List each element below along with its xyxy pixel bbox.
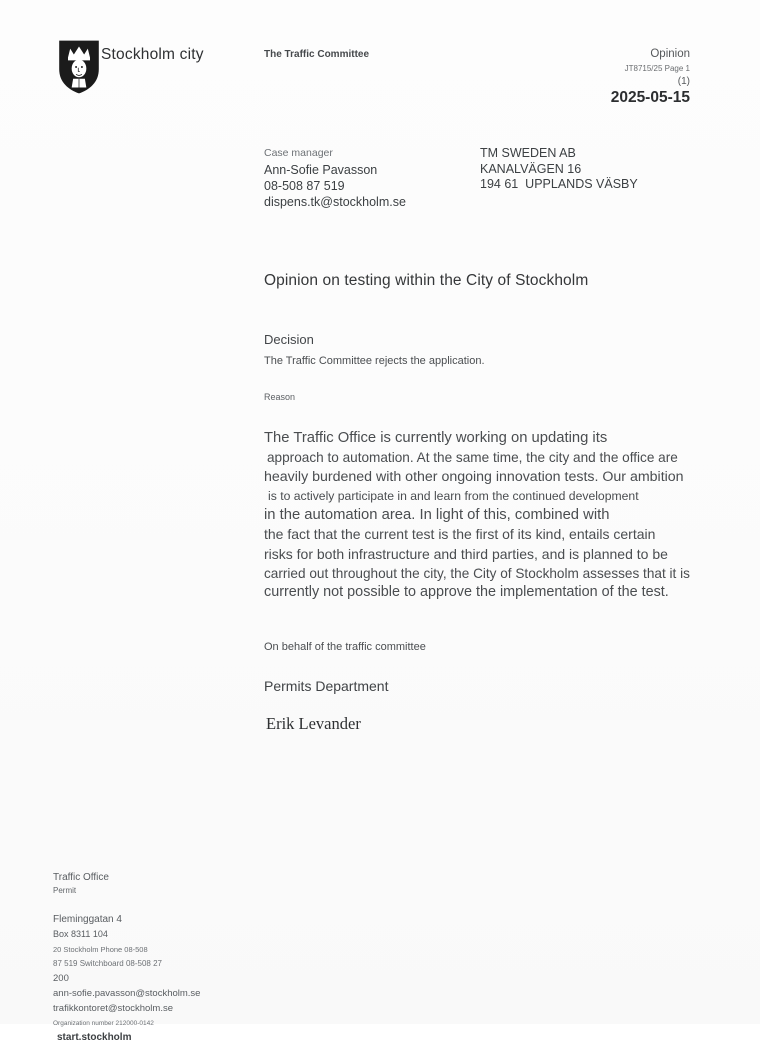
- footer-website: start.stockholm: [57, 1032, 132, 1043]
- letter-title: Opinion on testing within the City of Stockholm: [264, 272, 589, 289]
- signature-name: Erik Levander: [266, 714, 361, 733]
- reason-heading: Reason: [264, 392, 296, 402]
- page-marker: (1): [677, 76, 690, 87]
- footer-address-line: 87 519 Switchboard 08-508 27: [53, 959, 162, 968]
- document-reference: JT8715/25 Page 1: [624, 64, 690, 73]
- footer-contact-block: [53, 872, 273, 1043]
- recipient-postal-city: 194 61 UPPLANDS VÄSBY: [480, 177, 638, 191]
- reason-paragraph: [264, 429, 709, 603]
- recipient-address-block: [480, 146, 638, 193]
- footer-street: Fleminggatan 4: [53, 914, 122, 925]
- case-manager-label: Case manager: [264, 147, 333, 159]
- footer-email-personal: ann-sofie.pavasson@stockholm.se: [53, 988, 201, 999]
- footer-office: Traffic Office: [53, 872, 109, 883]
- stockholm-city-shield-logo-icon: [57, 38, 101, 96]
- document-meta: [611, 48, 690, 107]
- committee-name: The Traffic Committee: [264, 49, 370, 60]
- reason-line: approach to automation. At the same time, the city and the office are: [267, 450, 678, 466]
- document-date: 2025-05-15: [610, 89, 690, 106]
- decision-text: The Traffic Committee rejects the application.: [264, 355, 485, 367]
- footer-address-line: 20 Stockholm Phone 08-508: [53, 945, 148, 954]
- case-manager-email: dispens.tk@stockholm.se: [264, 195, 406, 209]
- brand-name: Stockholm city: [101, 46, 204, 63]
- reason-line: The Traffic Office is currently working on updating its: [264, 430, 608, 446]
- reason-line: in the automation area. In light of this, combined with: [264, 507, 610, 524]
- footer-address-line: 200: [53, 973, 69, 984]
- decision-heading: Decision: [264, 332, 314, 347]
- document-type: Opinion: [650, 48, 690, 60]
- reason-line: currently not possible to approve the implementation of the test.: [264, 584, 669, 601]
- footer-unit: Permit: [53, 886, 77, 895]
- recipient-street: KANALVÄGEN 16: [480, 161, 582, 176]
- reason-line: heavily burdened with other ongoing innovation tests. Our ambition: [264, 468, 684, 485]
- case-manager-phone: 08-508 87 519: [264, 179, 345, 193]
- reason-line: carried out throughout the city, the City of Stockholm assesses that it is: [264, 566, 690, 582]
- reason-line: the fact that the current test is the first of its kind, entails certain: [264, 526, 656, 543]
- reason-line: is to actively participate in and learn from the continued development: [268, 488, 639, 503]
- signoff-text: On behalf of the traffic committee: [264, 641, 426, 653]
- footer-org-number: Organization number 212000-0142: [53, 1020, 154, 1027]
- case-manager-name: Ann-Sofie Pavasson: [264, 163, 378, 177]
- reason-line: risks for both infrastructure and third parties, and is planned to be: [264, 545, 668, 562]
- recipient-company: TM SWEDEN AB: [480, 146, 576, 160]
- signature-department: Permits Department: [264, 678, 389, 694]
- footer-box: Box 8311 104: [53, 929, 108, 939]
- footer-email-office: trafikkontoret@stockholm.se: [53, 1003, 173, 1014]
- case-manager-block: [264, 147, 406, 210]
